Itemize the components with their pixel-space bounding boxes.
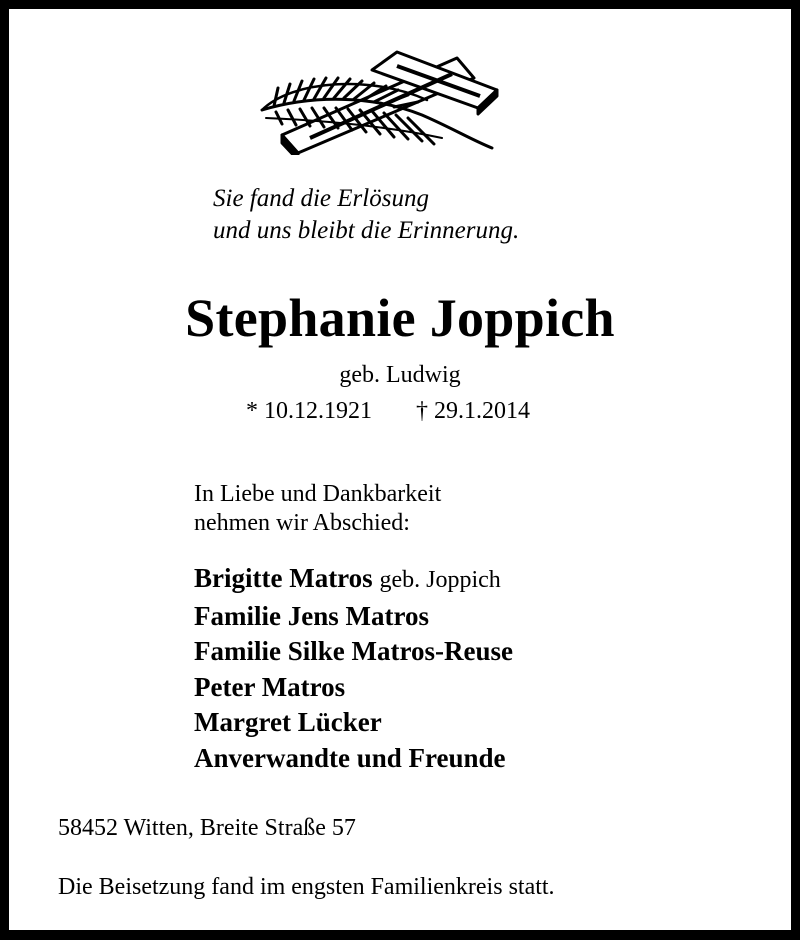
maiden-name: geb. Ludwig — [339, 362, 461, 388]
mourners-list — [194, 561, 513, 776]
mourner-item — [194, 561, 513, 599]
cross-with-palm-frond-icon — [252, 40, 500, 155]
address: 58452 Witten, Breite Straße 57 — [58, 815, 356, 841]
death-date: † 29.1.2014 — [416, 398, 530, 424]
motto-line-1: Sie fand die Erlösung — [213, 185, 429, 212]
mourner-note: geb. Joppich — [379, 567, 501, 593]
farewell-line-1: In Liebe und Dankbarkeit — [194, 481, 442, 507]
motto-line-2: und uns bleibt die Erinnerung. — [213, 217, 520, 244]
mourner-item — [194, 705, 513, 741]
mourner-name: Anverwandte und Freunde — [194, 742, 506, 773]
burial-note: Die Beisetzung fand im engsten Familienkreis statt. — [58, 874, 555, 900]
mourner-name: Brigitte Matros — [194, 563, 373, 593]
mourner-name: Peter Matros — [194, 671, 346, 702]
deceased-name: Stephanie Joppich — [185, 288, 615, 348]
mourner-name: Margret Lücker — [194, 707, 382, 737]
motto — [213, 183, 519, 247]
mourner-item — [194, 634, 513, 670]
mourner-item — [194, 741, 513, 777]
farewell-intro — [194, 480, 441, 538]
mourner-name: Familie Jens Matros — [194, 600, 429, 631]
mourner-item — [194, 670, 513, 706]
life-dates — [246, 396, 530, 426]
mourner-name: Familie Silke Matros-Reuse — [194, 636, 513, 666]
mourner-item — [194, 599, 513, 635]
birth-date: * 10.12.1921 — [246, 398, 372, 424]
farewell-line-2: nehmen wir Abschied: — [194, 510, 410, 536]
